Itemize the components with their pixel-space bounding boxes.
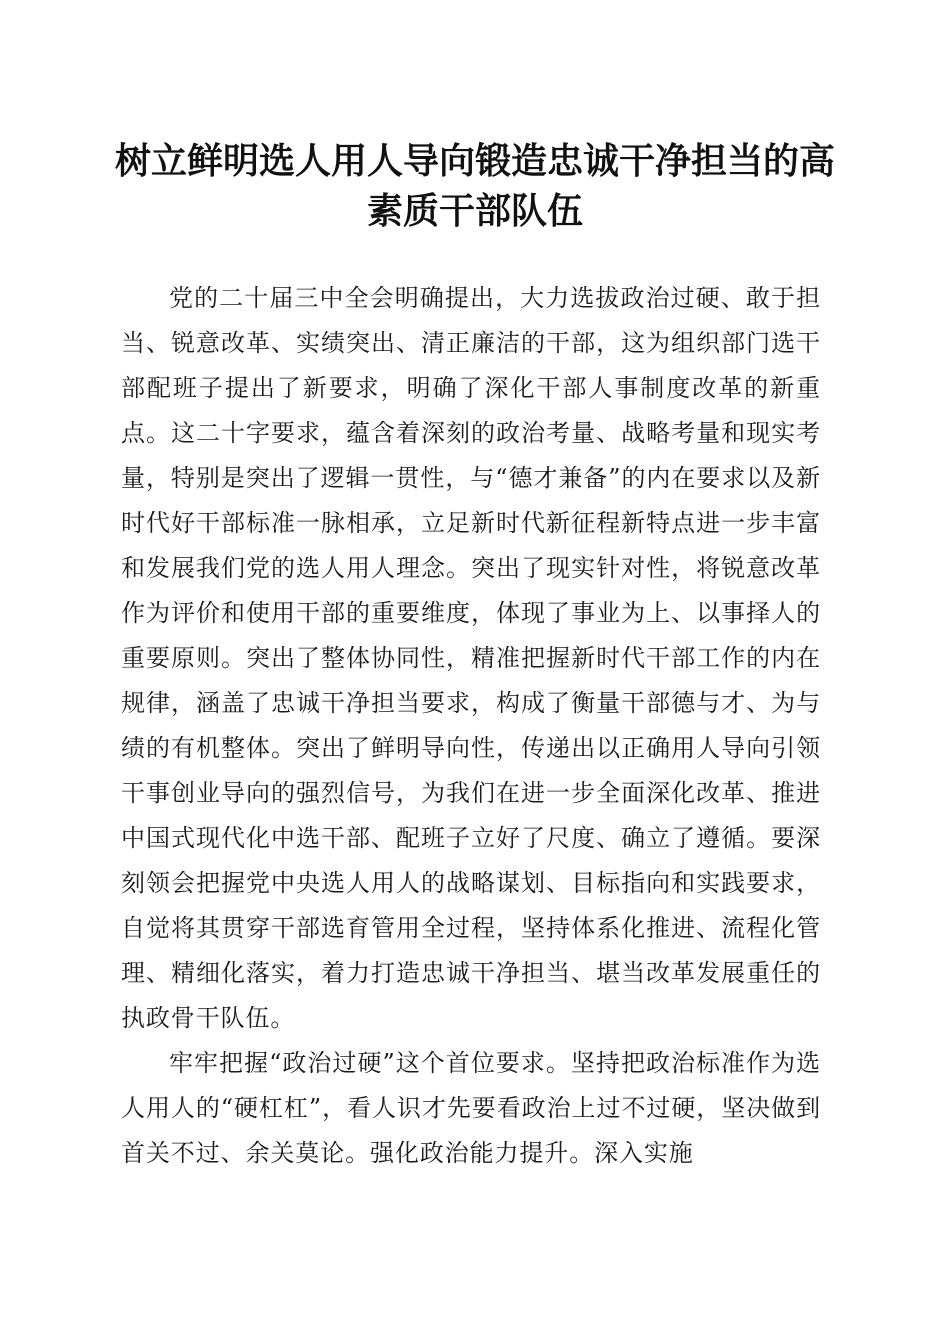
document-body: [121, 276, 821, 1176]
paragraph-2: 牢牢把握“政治过硬”这个首位要求。坚持把政治标准作为选人用人的“硬杠杠”，看人识才先要看政治上过不过硬，坚决做到首关不过、余关莫论。强化政治能力提升。深入实施: [121, 1049, 821, 1167]
paragraph-1: 党的二十届三中全会明确提出，大力选拔政治过硬、敢于担当、锐意改革、实绩突出、清正廉洁的干部，这为组织部门选干部配班子提出了新要求，明确了深化干部人事制度改革的新重点。这二十字要求，蕴含着深刻的政治考量、战略考量和现实考量，特别是突出了逻辑一贯性，与“德才兼备”的内在要求以及新时代好干部标准一脉相承，立足新时代新征程新特点进一步丰富和发展我们党的选人用人理念。突出了现实针对性，将锐意改革作为评价和使用干部的重要维度，体现了事业为上、以事择人的重要原则。突出了整体协同性，精准把握新时代干部工作的内在规律，涵盖了忠诚干净担当要求，构成了衡量干部德与才、为与绩的有机整体。突出了鲜明导向性，传递出以正确用人导向引领干事创业导向的强烈信号，为我们在进一步全面深化改革、推进中国式现代化中选干部、配班子立好了尺度、确立了遵循。要深刻领会把握党中央选人用人的战略谋划、目标指向和实践要求，自觉将其贯穿干部选育管用全过程，坚持体系化推进、流程化管理、精细化落实，着力打造忠诚干净担当、堪当改革发展重任的执政骨干队伍。: [121, 284, 821, 1032]
title-line-1: 树立鲜明选人用人导向锻造忠诚干净担当的高: [114, 140, 835, 182]
title-line-2: 素质干部队伍: [366, 190, 583, 232]
document-title: [110, 136, 840, 236]
